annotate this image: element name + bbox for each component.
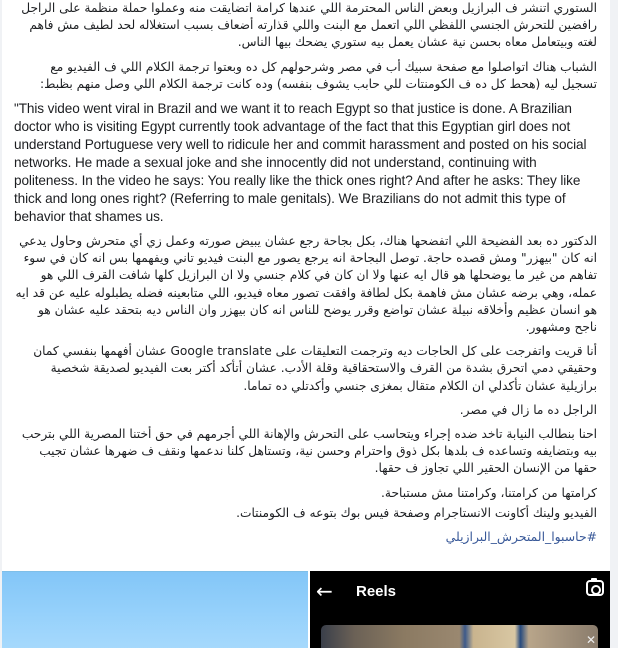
hashtag-link[interactable]: #حاسبوا_المتحرش_البرازيلي bbox=[445, 529, 597, 545]
reels-title: Reels bbox=[356, 583, 397, 600]
post-body bbox=[2, 0, 610, 545]
post-paragraph: الشباب هناك اتواصلوا مع صفحة سبيك أب في مصر وشرحولهم كل ده وبعتوا ترجمة الكلام اللي ف الفيديو مع تسجيل ليه (هحط كل ده ف الكومنتات للي حابب يشوف بنفسه) وده كانت ترجمة الكلام اللي وصل منهم بظبط: bbox=[40, 59, 597, 91]
camera-icon bbox=[586, 580, 604, 596]
reels-screenshot[interactable] bbox=[310, 571, 610, 648]
post-paragraph: احنا بنطالب النيابة تاخد ضده إجراء ويتحاسب على التحرش والإهانة اللي أجرمهم في حق أختنا المصرية اللي بترحب بيه وبتضايفه وتساعده ف بلدها بكل ذوق واحترام وحسن نية، وتستاهل كلنا ندعمها ونقف ف ضهرها عشان تجيب حقها من الإنسان الحقير اللي تجاوز ف حقها. bbox=[21, 427, 597, 476]
post-paragraph: الدكتور ده بعد الفضيحة اللي اتفضحها هناك، بكل بجاحة رجع عشان يبيض صورته وعمل زي أي متحرش وحاول يدعي انه كان "بيهزر" ومش قصده حاجة. توصل البجاحة انه يرجع يصور مع البنت فيديو تاني ويفهمها بس انه كان في سوء تفاهم من غير ما يوضحلها هو قال ايه عنها ولا ان كان في كلام جنسي ولا ان البرازيل كلها شافت القرف اللي هو عمله، وهي برضه عشان مش فاهمة بكل لطافة وافقت تصور معاه فيديو، اللي متابعينه فضله يطبلوله عليه عن قد ايه هو انسان عظيم وأخلاقه نبيلة عشان تواضع وقرر يوضح للناس انه كان بيهزر وان الناس ديه بتحقد عليه عشان هو ناجح ومشهور. bbox=[15, 234, 597, 335]
reel-thumbnail bbox=[321, 625, 598, 648]
post-paragraph: الستوري اتنشر ف البرازيل وبعض الناس المحترمة اللي عندها كرامة اتضايقت منه وعملوا حملة منظمة على الراجل رافضين للتحرش الجنسي اللفظي اللي اتعمل مع البنت واللي قذارته أضعاف بسبب استغلاله لحد لطيف مش فاهم لغته وبيتعامل معاه بحسن نية عشان يعمل بيه ستوري يضحك بيها الناس. bbox=[21, 1, 597, 50]
post-paragraph: الراجل ده ما زال في مصر. bbox=[459, 402, 597, 417]
post-media bbox=[2, 571, 610, 648]
translated-quote: "This video went viral in Brazil and we want it to reach Egypt so that justice is done. A Brazilian doctor who is visiting Egypt currently took advantage of the fact that this Egyptian girl does not understand Portuguese very well to ridicule her and commit harassment and posted on his social networks. He made a sexual joke and she innocently did not understand, continuing with politeness. In the video he says: You really like the thick ones right? And after he asks: They like thick and long ones right? (Referring to male genitals). We Brazilians do not admit this type of behavior that shames us. bbox=[14, 101, 587, 225]
back-arrow-icon: ← bbox=[316, 579, 333, 603]
post-paragraph: أنا قريت واتفرجت على كل الحاجات ديه وترجمت التعليقات على Google translate عشان أفهمها بنفسي كمان وحقيقي دمي اتحرق بشدة من القرف والاستحقاقية وقلة الأدب. عشان أتأكد أكتر بعت الفيديو لصديقة شخصية برازيلية عشان تأكدلي ان الكلام متقال بمغزى جنسي وأكدتلي ده تماما. bbox=[33, 344, 597, 393]
sky-photo[interactable] bbox=[2, 571, 308, 648]
post-paragraph: الفيديو ولينك أكاونت الانستاجرام وصفحة فيس بوك بتوعه ف الكومنتات. bbox=[236, 505, 597, 520]
close-icon: ✕ bbox=[585, 633, 596, 647]
post-paragraph: كرامتها من كرامتنا، وكرامتنا مش مستباحة. bbox=[381, 485, 597, 500]
post-card bbox=[2, 0, 610, 648]
